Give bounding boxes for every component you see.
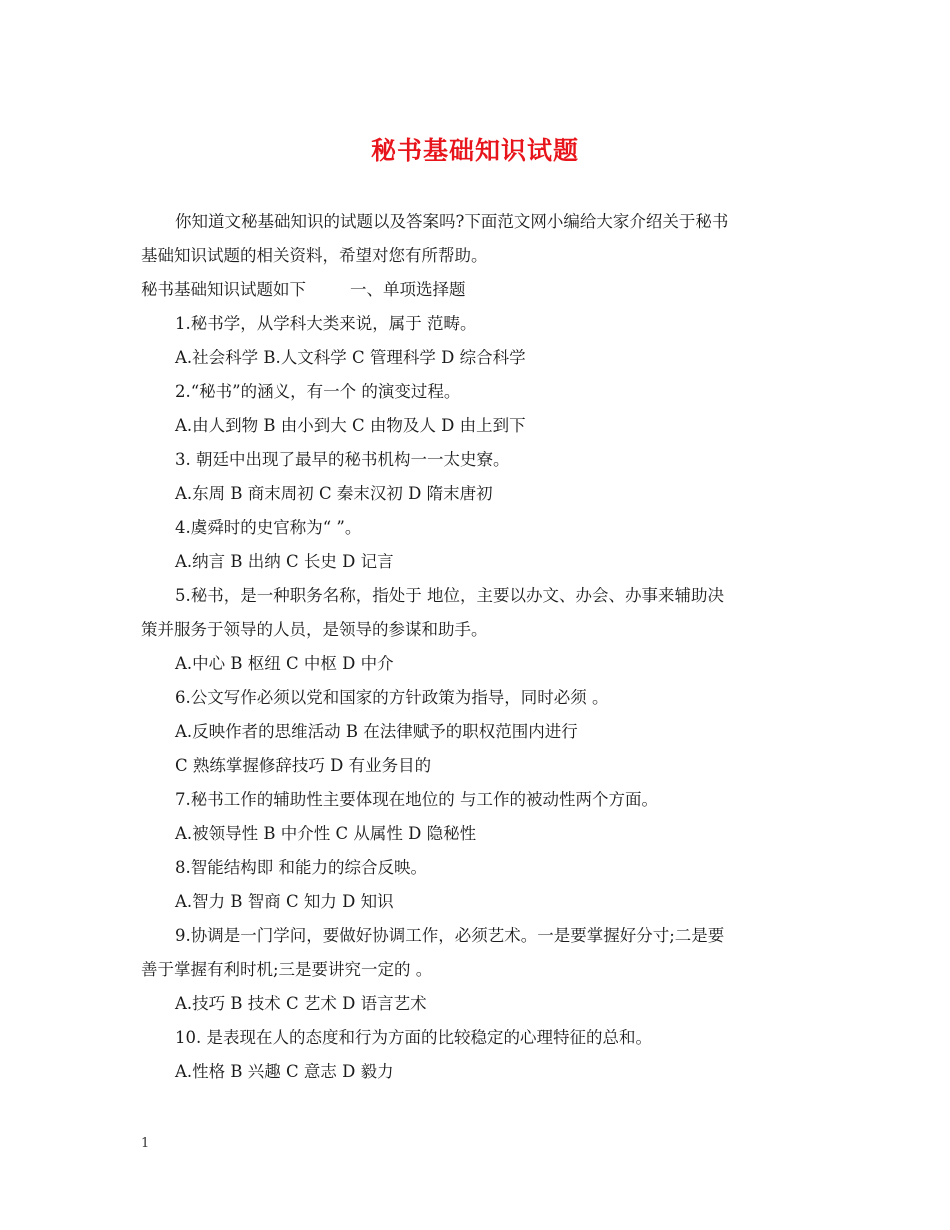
question-4-options: A.纳言 B 出纳 C 长史 D 记言 [175,552,394,571]
question-6-options-line-2: C 熟练掌握修辞技巧 D 有业务目的 [175,756,432,775]
question-7: 7.秘书工作的辅助性主要体现在地位的 与工作的被动性两个方面。 [175,790,658,809]
question-8: 8.智能结构即 和能力的综合反映。 [175,858,427,877]
question-2-options: A.由人到物 B 由小到大 C 由物及人 D 由上到下 [175,416,526,435]
question-10: 10. 是表现在人的态度和行为方面的比较稳定的心理特征的总和。 [175,1028,652,1047]
question-9-line-1: 9.协调是一门学问，要做好协调工作，必须艺术。一是要掌握好分寸;二是要 [175,926,725,945]
question-5-line-1: 5.秘书，是一种职务名称，指处于 地位，主要以办文、办会、办事来辅助决 [175,586,724,605]
question-3-options: A.东周 B 商末周初 C 秦末汉初 D 隋末唐初 [175,484,493,503]
section-heading-line [141,273,813,307]
question-4: 4.虞舜时的史官称为“ ”。 [175,518,362,537]
document-body [141,205,813,1089]
question-5-options: A.中心 B 枢纽 C 中枢 D 中介 [175,654,394,673]
question-6: 6.公文写作必须以党和国家的方针政策为指导，同时必须 。 [175,688,609,707]
question-2: 2.“秘书”的涵义，有一个 的演变过程。 [175,382,461,401]
question-5-line-2: 策并服务于领导的人员，是领导的参谋和助手。 [141,620,488,639]
question-9-line-2: 善于掌握有利时机;三是要讲究一定的 。 [141,960,433,979]
intro-line-1: 你知道文秘基础知识的试题以及答案吗?下面范文网小编给大家介绍关于秘书 [175,212,729,231]
section-lead: 秘书基础知识试题如下 [141,280,306,299]
document-title: 秘书基础知识试题 [370,136,579,165]
question-9-options: A.技巧 B 技术 C 艺术 D 语言艺术 [175,994,427,1013]
section-heading: 一、单项选择题 [350,280,466,299]
question-10-options: A.性格 B 兴趣 C 意志 D 毅力 [175,1062,394,1081]
question-8-options: A.智力 B 智商 C 知力 D 知识 [175,892,394,911]
question-1-options: A.社会科学 B.人文科学 C 管理科学 D 综合科学 [175,348,526,367]
question-7-options: A.被领导性 B 中介性 C 从属性 D 隐秘性 [175,824,477,843]
question-3: 3. 朝廷中出现了最早的秘书机构一一太史寮。 [175,450,510,469]
question-1: 1.秘书学，从学科大类来说，属于 范畴。 [175,314,477,333]
question-6-options-line-1: A.反映作者的思维活动 B 在法律赋予的职权范围内进行 [175,722,578,741]
page-number: 1 [141,1136,150,1151]
intro-line-2: 基础知识试题的相关资料，希望对您有所帮助。 [141,246,488,265]
